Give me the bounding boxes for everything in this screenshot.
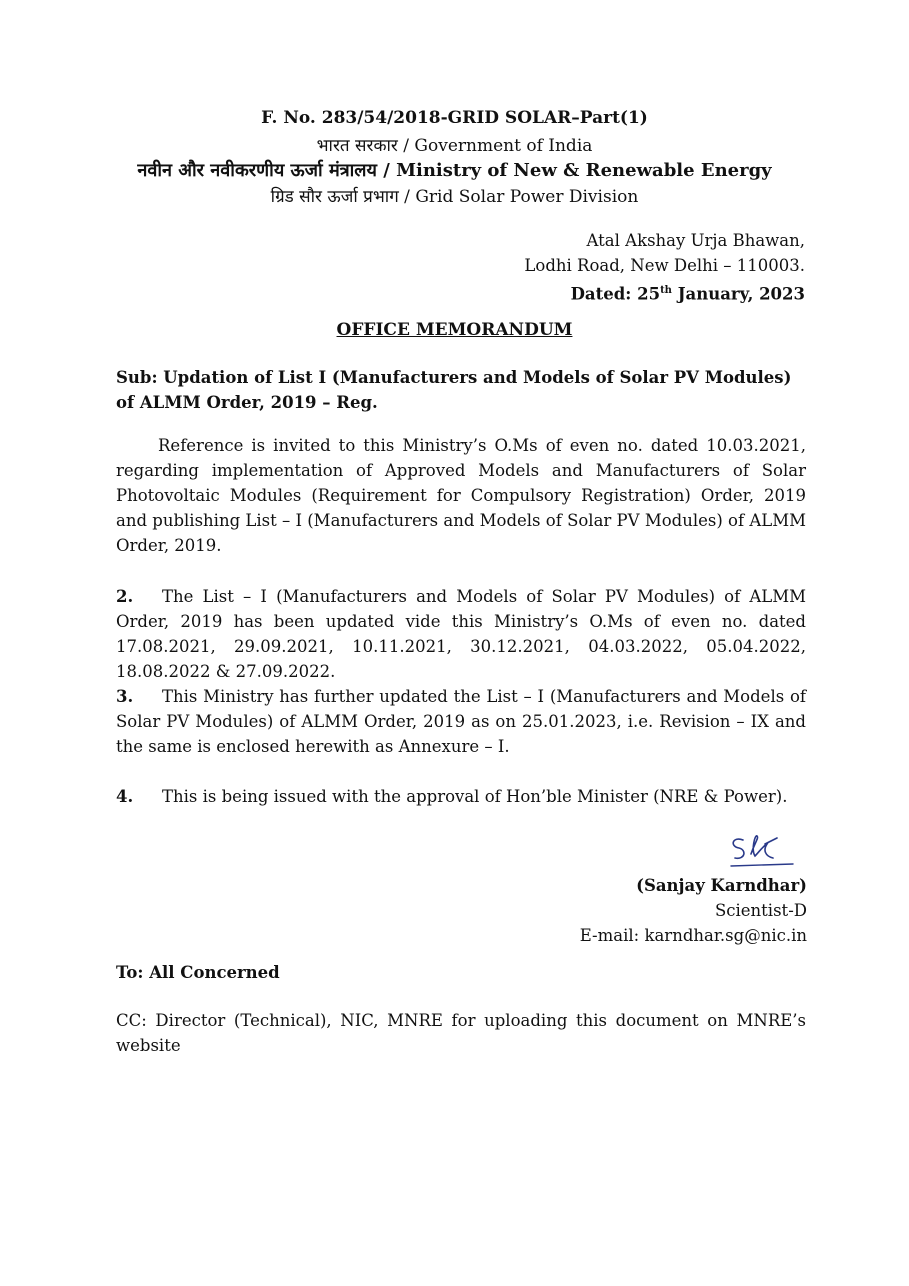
division-english: Grid Solar Power Division — [415, 187, 639, 207]
signatory-block — [580, 873, 807, 948]
memorandum-title: OFFICE MEMORANDUM — [336, 320, 573, 340]
paragraph-4 — [116, 784, 806, 809]
paragraph-3-text: This Ministry has further updated the List – I (Manufacturers and Models of Solar PV Modules) of ALMM Order, 2019 as on 25.01.2023, i.e. Revision – IX and the same is enclosed herewith as Annexure – I. — [116, 687, 806, 756]
government-hindi: भारत सरकार — [316, 136, 398, 156]
ministry-hindi: नवीन और नवीकरणीय ऊर्जा मंत्रालय — [137, 160, 377, 181]
signatory-name: (Sanjay Karndhar) — [636, 876, 807, 895]
date-line: Dated: 25th January, 2023 — [570, 284, 805, 304]
government-line — [0, 133, 909, 156]
signatory-designation: Scientist-D — [714, 901, 807, 920]
ministry-english: Ministry of New & Renewable Energy — [396, 160, 772, 181]
paragraph-4-number: 4. — [116, 787, 134, 806]
paragraph-1: Reference is invited to this Ministry’s O.Ms of even no. dated 10.03.2021, regarding implementation of Approved Models and Manufacturers of Solar Photovoltaic Modules (Requirement for Compulsory Registration) Order, 2019 and publishing List – I (Manufacturers and Models of Solar PV Modules) of ALMM Order, 2019. — [116, 436, 806, 555]
separator: / — [397, 136, 415, 156]
paragraph-3-number: 3. — [116, 687, 134, 706]
cc-line: CC: Director (Technical), NIC, MNRE for uploading this document on MNRE’s website — [116, 1011, 806, 1055]
paragraph-2-text: The List – I (Manufacturers and Models of Solar PV Modules) of ALMM Order, 2019 has been updated vide this Ministry’s O.Ms of even no. dated 17.08.2021, 29.09.2021, 10.11.2021, 30.12.2021, 04.03.2022, 05.04.2022, 18.08.2022 & 27.09.2022. — [116, 587, 806, 681]
division-hindi: ग्रिड सौर ऊर्जा प्रभाग — [270, 187, 399, 207]
separator: / — [376, 160, 397, 181]
subject-line: Sub: Updation of List I (Manufacturers and Models of Solar PV Modules) of ALMM Order, 2019 – Reg. — [116, 368, 792, 412]
signatory-email: E-mail: karndhar.sg@nic.in — [579, 926, 807, 945]
handwritten-signature — [725, 832, 797, 872]
address-block — [524, 228, 805, 307]
ministry-line — [0, 158, 909, 182]
paragraph-2-number: 2. — [116, 587, 134, 606]
division-line — [0, 184, 909, 207]
address-line-2: Lodhi Road, New Delhi – 110003. — [524, 256, 805, 275]
file-number: F. No. 283/54/2018-GRID SOLAR–Part(1) — [261, 108, 648, 128]
recipient-line: To: All Concerned — [116, 963, 280, 982]
paragraph-2 — [116, 584, 806, 684]
address-line-1: Atal Akshay Urja Bhawan, — [586, 231, 805, 250]
separator: / — [398, 187, 416, 207]
paragraph-3 — [116, 684, 806, 759]
government-english: Government of India — [414, 136, 593, 156]
paragraph-4-text: This is being issued with the approval of Hon’ble Minister (NRE & Power). — [162, 787, 788, 806]
